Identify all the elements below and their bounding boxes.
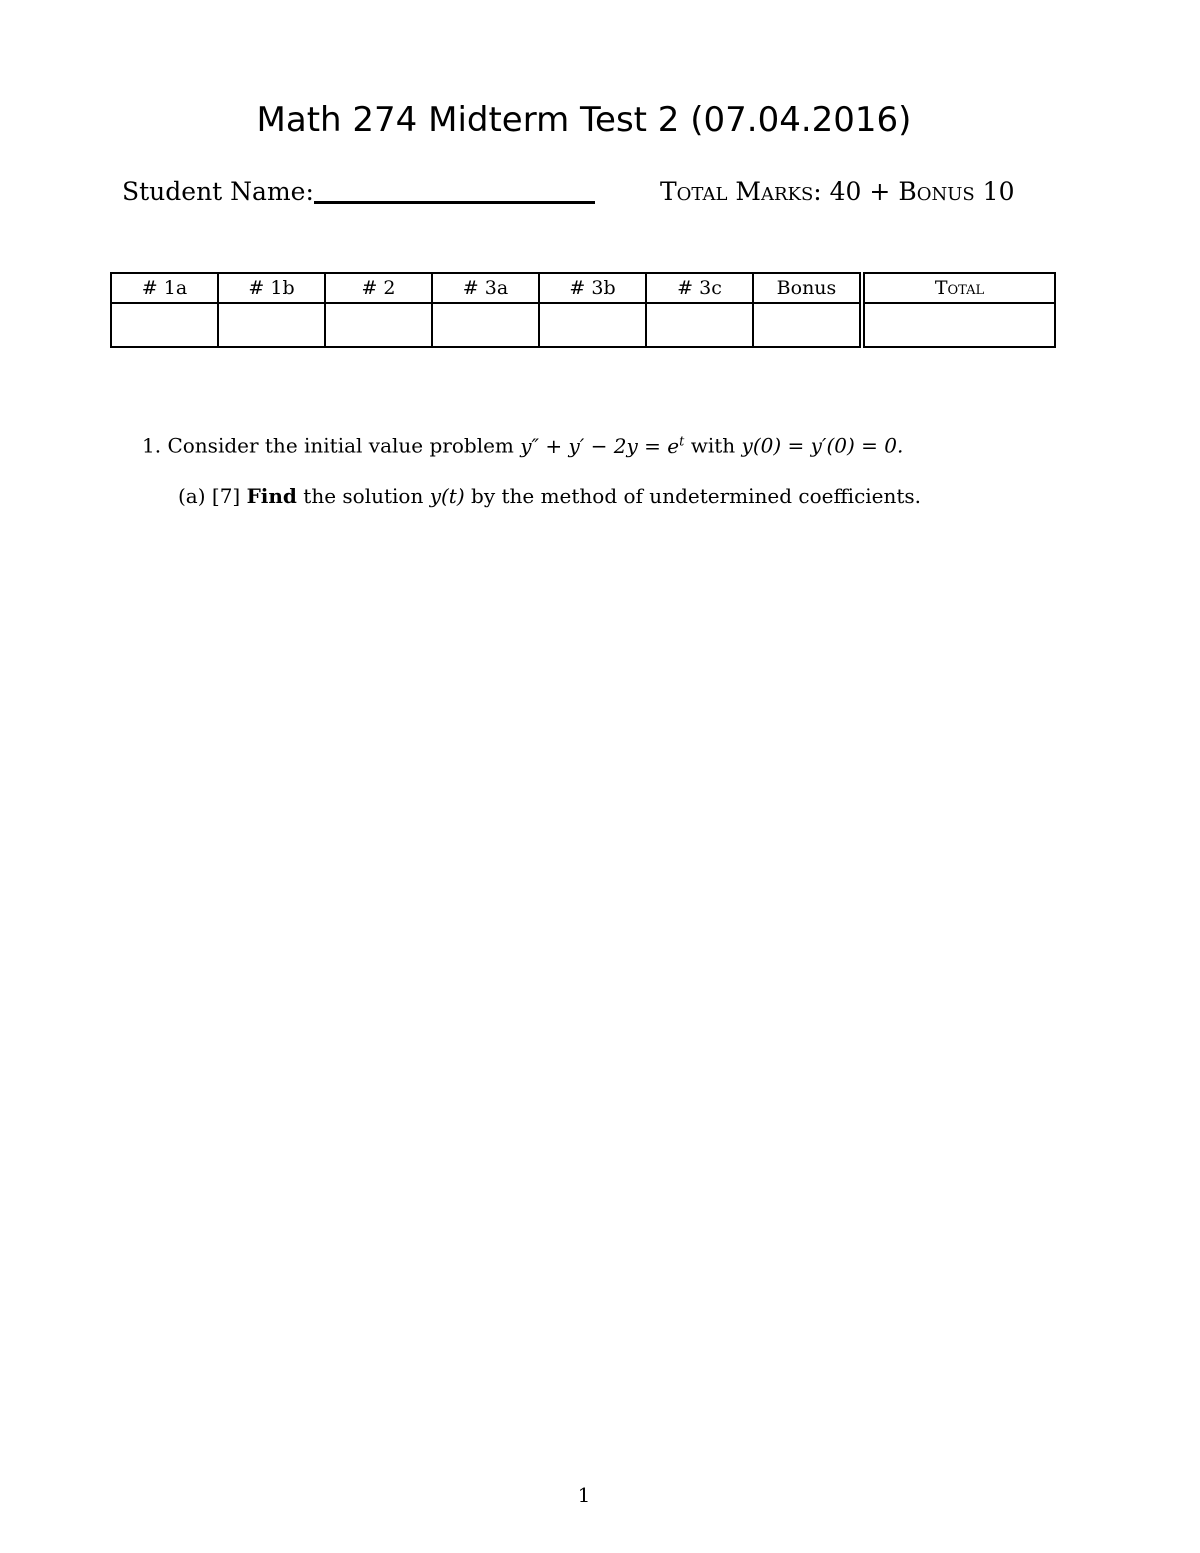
score-header-2: # 2 — [325, 273, 432, 303]
score-header-3c: # 3c — [646, 273, 753, 303]
question-1-intro: Consider the initial value problem — [167, 433, 514, 458]
question-1a-text-2: by the method of undetermined coefficients. — [471, 484, 922, 508]
question-1-exponent: t — [679, 434, 685, 449]
score-cell-1a — [111, 303, 218, 347]
score-header-1b: # 1b — [218, 273, 325, 303]
question-1-number: 1. — [142, 433, 162, 458]
score-cell-2 — [325, 303, 432, 347]
score-header-total: Total — [862, 273, 1055, 303]
question-1a-label: (a) — [178, 484, 206, 508]
score-cell-3c — [646, 303, 753, 347]
question-1a-function: y(t) — [429, 484, 465, 508]
total-marks-label: Total Marks: — [660, 177, 822, 206]
bonus-marks-value: 10 — [982, 177, 1015, 206]
question-1-conditions: y(0) = y′(0) = 0. — [741, 433, 904, 458]
score-header-3b: # 3b — [539, 273, 646, 303]
score-cell-total — [862, 303, 1055, 347]
total-marks-value: 40 + — [829, 177, 891, 206]
score-cell-1b — [218, 303, 325, 347]
score-table — [110, 272, 1056, 348]
score-cell-bonus — [753, 303, 862, 347]
score-header-bonus: Bonus — [753, 273, 862, 303]
score-cell-3a — [432, 303, 539, 347]
question-1a-lead: Find — [246, 484, 297, 508]
score-table-header-row — [111, 273, 1055, 303]
question-1a-marks: [7] — [211, 484, 241, 508]
score-table-entry-row — [111, 303, 1055, 347]
question-1 — [142, 426, 903, 462]
exam-title: Math 274 Midterm Test 2 (07.04.2016) — [256, 100, 912, 140]
student-name-blank-line — [314, 201, 595, 204]
score-header-3a: # 3a — [432, 273, 539, 303]
question-1a-text-1: the solution — [303, 484, 424, 508]
question-1-equation: $y'' + y' - 2y = e^t$ — [520, 433, 685, 458]
page-number: 1 — [577, 1483, 591, 1507]
total-marks — [660, 172, 1014, 212]
question-1-with: with — [690, 433, 736, 458]
score-header-1a: # 1a — [111, 273, 218, 303]
bonus-marks-label: Bonus — [898, 177, 975, 206]
student-name-label: Student Name: — [122, 177, 314, 206]
score-cell-3b — [539, 303, 646, 347]
question-1a — [178, 480, 921, 512]
